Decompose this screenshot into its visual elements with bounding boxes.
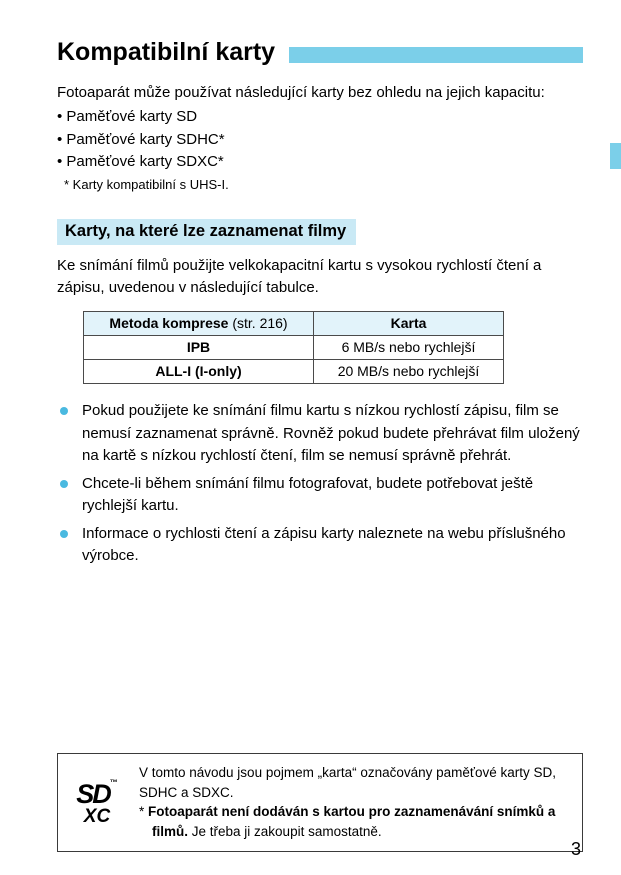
note-text: Chcete-li během snímání filmu fotografovat, budete potřebovat ještě rychlejší kartu. bbox=[82, 474, 534, 515]
section-heading: Karty, na které lze zaznamenat filmy bbox=[57, 219, 356, 245]
table-header-method-label: Metoda komprese bbox=[109, 315, 229, 332]
dot-bullet-icon bbox=[60, 480, 68, 488]
uhs-footnote: * Karty kompatibilní s UHS-I. bbox=[64, 176, 229, 192]
page-edge-tab bbox=[610, 143, 621, 169]
list-item: • Paměťové karty SDXC* bbox=[57, 151, 583, 174]
intro-text: Fotoaparát může používat následující karty bez ohledu na jejich kapacitu: bbox=[57, 84, 545, 101]
note-box-text bbox=[139, 763, 572, 841]
note-text: Pokud použijete ke snímání filmu kartu s nízkou rychlostí zápisu, film se nemusí zaznamenat správně. Rovněž pokud budete přehrávat film uložený na kartě s nízkou rychlostí čtení, film se nemusí správně přehrát. bbox=[82, 402, 580, 465]
sdxc-logo-top: SD™ bbox=[76, 777, 118, 809]
notes-list bbox=[57, 400, 583, 568]
list-item: • Paměťové karty SD bbox=[57, 106, 583, 129]
table-header-method-ref: (str. 216) bbox=[232, 315, 288, 332]
note-rest-text: Je třeba ji zakoupit samostatně. bbox=[191, 823, 382, 839]
dot-bullet-icon bbox=[60, 530, 68, 538]
table-header-method bbox=[84, 312, 314, 336]
terminology-note-box bbox=[57, 753, 583, 852]
page-header bbox=[57, 38, 583, 67]
note-item bbox=[57, 400, 583, 468]
note-item bbox=[57, 473, 583, 518]
note-line bbox=[139, 802, 572, 841]
note-line: V tomto návodu jsou pojmem „karta“ označovány paměťové karty SD, SDHC a SDXC. bbox=[139, 765, 557, 800]
table-cell-method: IPB bbox=[84, 336, 314, 360]
list-item: • Paměťové karty SDHC* bbox=[57, 129, 583, 152]
note-asterisk: * bbox=[139, 804, 145, 820]
table-cell-card: 6 MB/s nebo rychlejší bbox=[314, 336, 504, 360]
note-item bbox=[57, 523, 583, 568]
sdxc-logo-bottom: XC bbox=[83, 805, 111, 827]
table-header-row bbox=[84, 312, 504, 336]
table-header-card bbox=[314, 312, 504, 336]
table-header-card-label: Karta bbox=[390, 315, 427, 332]
page-number: 3 bbox=[570, 839, 581, 859]
table-cell-card: 20 MB/s nebo rychlejší bbox=[314, 360, 504, 384]
section-intro: Ke snímání filmů použijte velkokapacitní kartu s vysokou rychlostí čtení a zápisu, uvedenou v následující tabulce. bbox=[57, 256, 542, 296]
table-row bbox=[84, 360, 504, 384]
dot-bullet-icon bbox=[60, 407, 68, 415]
note-bold-text: Fotoaparát není dodáván s kartou pro zaznamenávání snímků a filmů. bbox=[148, 804, 556, 839]
sdxc-logo bbox=[68, 763, 126, 841]
table-row bbox=[84, 336, 504, 360]
page-title: Kompatibilní karty bbox=[57, 38, 276, 66]
card-type-list bbox=[57, 106, 583, 174]
note-text: Informace o rychlosti čtení a zápisu karty naleznete na webu příslušného výrobce. bbox=[82, 524, 566, 565]
compression-speed-table bbox=[83, 311, 504, 384]
trademark-symbol: ™ bbox=[109, 777, 118, 787]
title-accent-bar bbox=[289, 47, 583, 63]
table-cell-method: ALL-I (I-only) bbox=[84, 360, 314, 384]
